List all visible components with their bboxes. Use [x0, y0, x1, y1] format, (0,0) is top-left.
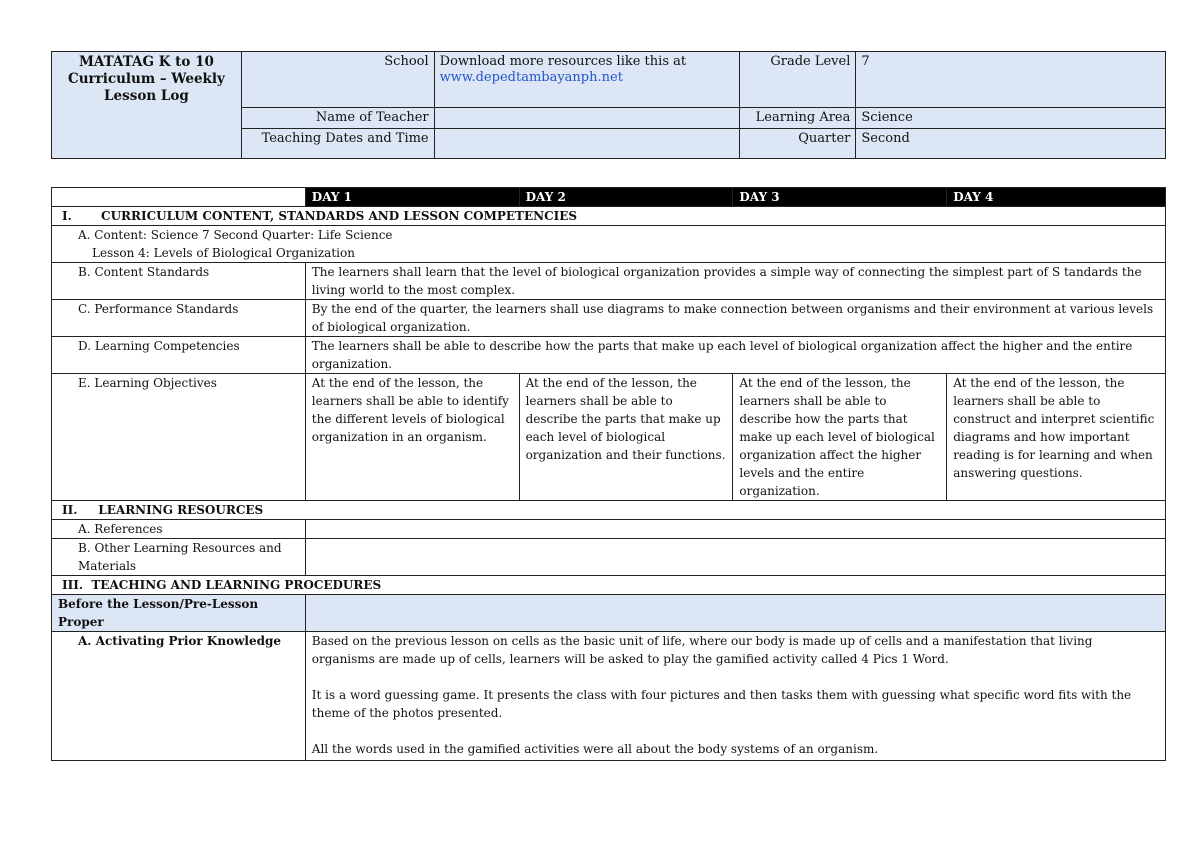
- objective-day-1: At the end of the lesson, the learners shall be able to identify the different levels of biological organization in an organism.: [305, 374, 519, 501]
- quarter-value: Second: [856, 129, 1166, 159]
- before-lesson-value: [305, 595, 1165, 632]
- other-resources-value: [305, 539, 1165, 576]
- activating-text: [305, 632, 1165, 761]
- performance-standards-label: C. Performance Standards: [52, 300, 306, 337]
- before-lesson-label: Before the Lesson/Pre-Lesson Proper: [52, 595, 306, 632]
- content-standards-label: B. Content Standards: [52, 263, 306, 300]
- objective-day-3: At the end of the lesson, the learners shall be able to describe how the parts that make up each level of biological organization affect the higher levels and the entire organization.: [733, 374, 947, 501]
- activating-paragraph-1: Based on the previous lesson on cells as the basic unit of life, where our body is made up of cells and a manifestation that living organisms are made up of cells, learners will be asked to play the gamified activity called 4 Pics 1 Word.: [311, 634, 1093, 666]
- other-resources-label: B. Other Learning Resources and Materials: [52, 539, 306, 576]
- school-value-text: Download more resources like this at: [439, 54, 687, 69]
- school-label: School: [241, 52, 434, 108]
- performance-standards-text: By the end of the quarter, the learners shall use diagrams to make connection between organisms and their environment at various levels of biological organization.: [305, 300, 1165, 337]
- school-value: [434, 52, 740, 108]
- content-cell: [52, 226, 1166, 263]
- content-label: A. Content: Science 7 Second Quarter: Life Science: [78, 228, 393, 242]
- activating-paragraph-2: It is a word guessing game. It presents the class with four pictures and then tasks them with guessing what specific word fits with the theme of the photos presented.: [311, 688, 1132, 720]
- references-label: A. References: [52, 520, 306, 539]
- objective-day-2: At the end of the lesson, the learners shall be able to describe the parts that make up each level of biological organization and their functions.: [519, 374, 733, 501]
- section-procedures: III. TEACHING AND LEARNING PROCEDURES: [52, 576, 1166, 595]
- competencies-label: D. Learning Competencies: [52, 337, 306, 374]
- resources-link[interactable]: www.depedtambayanph.net: [439, 70, 623, 85]
- dates-value: [434, 129, 740, 159]
- teacher-label: Name of Teacher: [241, 108, 434, 129]
- header-table: [51, 51, 1166, 159]
- content-lesson: Lesson 4: Levels of Biological Organization: [92, 246, 355, 260]
- days-header-blank: [52, 188, 306, 207]
- day-1-header: DAY 1: [305, 188, 519, 207]
- learning-area-label: Learning Area: [740, 108, 856, 129]
- dates-label: Teaching Dates and Time: [241, 129, 434, 159]
- references-value: [305, 520, 1165, 539]
- activating-label: A. Activating Prior Knowledge: [52, 632, 306, 761]
- lesson-log-table: [51, 187, 1166, 761]
- day-4-header: DAY 4: [947, 188, 1166, 207]
- activating-paragraph-3: All the words used in the gamified activities were all about the body systems of an organism.: [311, 742, 879, 756]
- log-title: MATATAG K to 10 Curriculum – Weekly Lesson Log: [52, 52, 242, 159]
- day-2-header: DAY 2: [519, 188, 733, 207]
- grade-level-value: 7: [856, 52, 1166, 108]
- days-header-row: [52, 188, 1166, 207]
- competencies-text: The learners shall be able to describe how the parts that make up each level of biological organization affect the higher and the entire organization.: [305, 337, 1165, 374]
- learning-area-value: Science: [856, 108, 1166, 129]
- teacher-value: [434, 108, 740, 129]
- grade-level-label: Grade Level: [740, 52, 856, 108]
- quarter-label: Quarter: [740, 129, 856, 159]
- objectives-label: E. Learning Objectives: [52, 374, 306, 501]
- day-3-header: DAY 3: [733, 188, 947, 207]
- section-resources: II. LEARNING RESOURCES: [52, 501, 1166, 520]
- content-standards-text: The learners shall learn that the level of biological organization provides a simple way of connecting the simplest part of S tandards the living world to the most complex.: [305, 263, 1165, 300]
- section-curriculum: I. CURRICULUM CONTENT, STANDARDS AND LESSON COMPETENCIES: [52, 207, 1166, 226]
- objective-day-4: At the end of the lesson, the learners shall be able to construct and interpret scientific diagrams and how important reading is for learning and when answering questions.: [947, 374, 1166, 501]
